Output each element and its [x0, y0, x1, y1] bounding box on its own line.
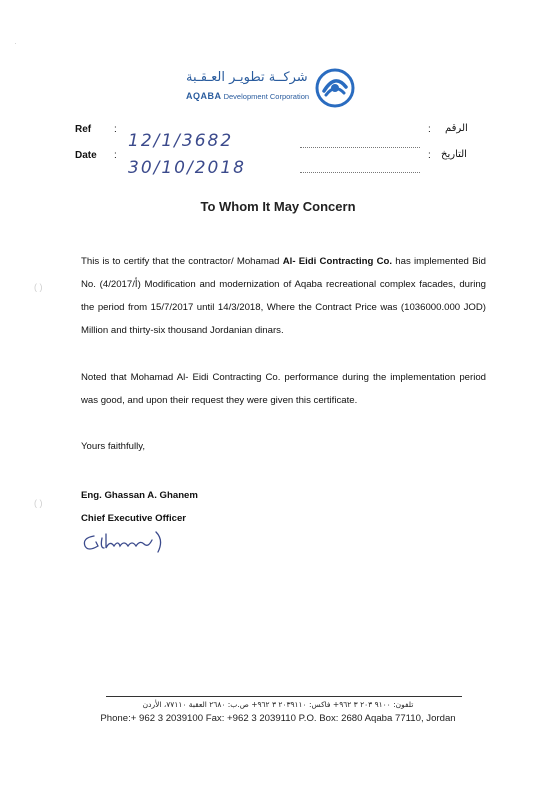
body-p2: Noted that Mohamad Al- Eidi Contracting Co. performance during the implementation period was good, and upon their request they were given this certificate. — [81, 372, 486, 406]
signatory-title: Chief Executive Officer — [81, 513, 187, 524]
margin-speck: · — [14, 38, 17, 48]
margin-speck: ( ) — [34, 282, 43, 292]
footer-divider — [106, 696, 462, 697]
company-name-arabic: شركــة تطويـر العـقـبة — [186, 70, 308, 85]
ref-label-arabic: الرقم — [445, 123, 468, 134]
letter-title: To Whom It May Concern — [200, 199, 356, 214]
date-label: Date — [75, 150, 97, 161]
handwritten-signature — [80, 526, 170, 561]
ref-label: Ref — [75, 124, 92, 135]
signatory-name: Eng. Ghassan A. Ghanem — [81, 490, 198, 501]
margin-speck: ( ) — [34, 498, 43, 508]
date-dotted-line — [300, 172, 420, 173]
company-name-prefix: AQABA — [186, 91, 222, 101]
company-name-english — [186, 91, 309, 101]
ar-date-colon: : — [428, 150, 431, 161]
ar-ref-colon: : — [428, 124, 431, 135]
closing: Yours faithfully, — [81, 441, 145, 452]
date-colon: : — [114, 150, 117, 161]
contractor-name: Al- Eidi Contracting Co. — [282, 256, 393, 267]
footer-contact-arabic: تلفون: ٩١٠٠ ٢٠٣ ٣ ٩٦٢+ فاكس: ٢٠٣٩١١٠ ٣ ٩٦٢+ ص.ب: ٢٦٨٠ العقبة ٧٧١١٠، الأردن — [142, 700, 414, 709]
company-logo-icon — [314, 67, 356, 114]
footer-contact-english: Phone:+ 962 3 2039100 Fax: +962 3 2039110 P.O. Box: 2680 Aqaba 77110, Jordan — [100, 713, 456, 724]
body-paragraph-1 — [81, 250, 486, 342]
date-label-arabic: التاريخ — [441, 149, 467, 160]
body-paragraph-2 — [81, 366, 486, 412]
body-p1-start: This is to certify that the contractor/ Mohamad — [81, 256, 283, 267]
ref-dotted-line — [300, 147, 420, 148]
company-name-suffix: Development Corporation — [223, 92, 310, 101]
ref-colon: : — [114, 124, 117, 135]
body-p1-rest: has implemented Bid No. (4/أ/2017) Modification and modernization of Aqaba recreational complex facades, during the period from 15/7/2017 until 14/3/2018, Where the Contract Price was (1036000.000 JOD) Million and thirty-six thousand Jordanian dinars. — [81, 256, 486, 336]
date-handwritten: 30/10/2018 — [128, 158, 246, 178]
ref-number-handwritten: 12/1/3682 — [128, 131, 234, 151]
